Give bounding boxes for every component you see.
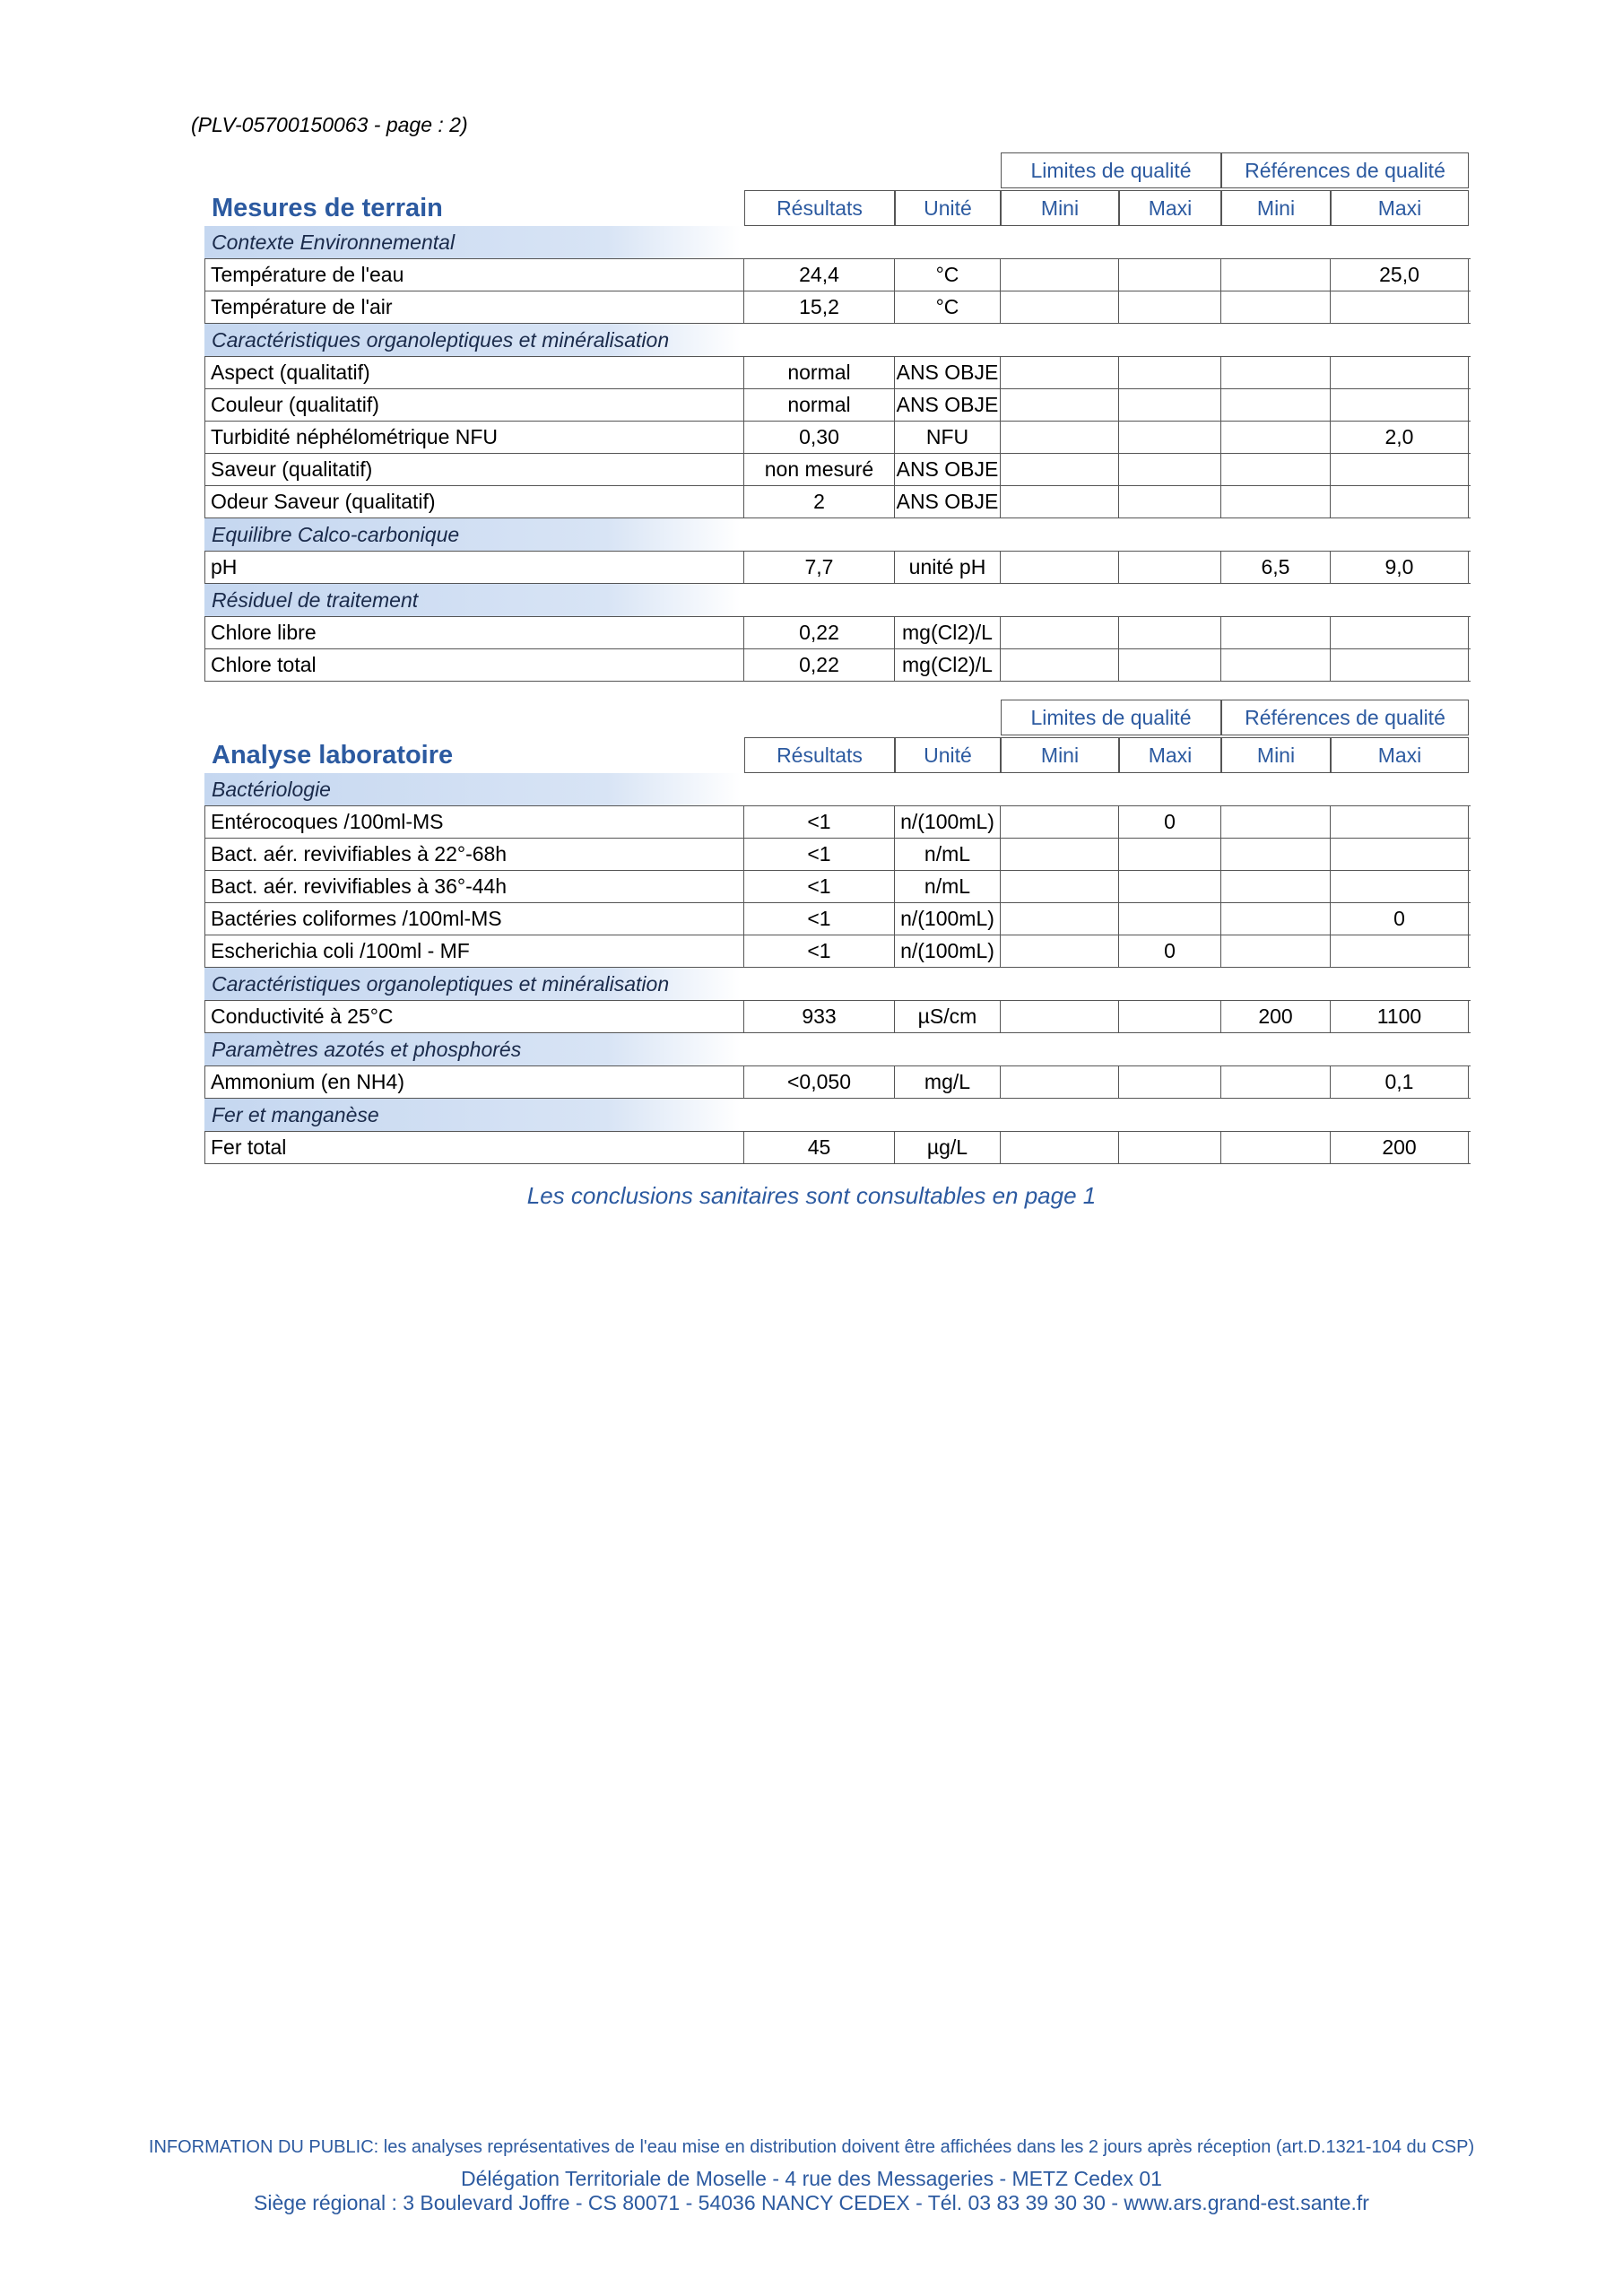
section-analyse-laboratoire [204,700,1471,1164]
table-row: Température de l'air 15,2 °C [204,291,1471,324]
unite-header: Unité [895,737,1001,773]
data-group [204,616,1471,682]
group-header: Caractéristiques organoleptiques et minéralisation [204,968,1471,1000]
table-row: Aspect (qualitatif) normal ANS OBJE [204,357,1471,389]
table-row: Escherichia coli /100ml - MF <1 n/(100mL) 0 [204,935,1471,968]
group-header: Fer et manganèse [204,1099,1471,1131]
group-header: Equilibre Calco-carbonique [204,518,1471,551]
limites-qualite-header: Limites de qualité [1001,700,1221,735]
regional-office-address: Siège régional : 3 Boulevard Joffre - CS 80071 - 54036 NANCY CEDEX - Tél. 03 83 39 30 30 - www.ars.grand-est.sante.fr [254,2191,1369,2214]
reference-mini-header: Mini [1221,737,1331,773]
group-header: Bactériologie [204,773,1471,805]
data-group [204,1131,1471,1164]
delegation-address: Délégation Territoriale de Moselle - 4 rue des Messageries - METZ Cedex 01 [461,2167,1162,2190]
group-header: Caractéristiques organoleptiques et minéralisation [204,324,1471,356]
conclusion-note: Les conclusions sanitaires sont consultables en page 1 [526,1182,1097,1209]
reference-mini-header: Mini [1221,190,1331,226]
table-row: pH 7,7 unité pH 6,5 9,0 [204,552,1471,584]
limites-qualite-header: Limites de qualité [1001,152,1221,188]
limite-maxi-header: Maxi [1119,190,1221,226]
limite-mini-header: Mini [1001,737,1119,773]
data-group [204,356,1471,518]
table-row: Fer total 45 µg/L 200 [204,1132,1471,1164]
reference-maxi-header: Maxi [1331,737,1469,773]
section-mesures-terrain [204,152,1471,682]
public-information-notice: INFORMATION DU PUBLIC: les analyses représentatives de l'eau mise en distribution doivent être affichées dans les 2 jours après réception (art.D.1321-104 du CSP) [148,2137,1475,2157]
data-group [204,258,1471,324]
report-reference: (PLV-05700150063 - page : 2) [191,113,468,136]
references-qualite-header: Références de qualité [1221,700,1469,735]
table-row: Conductivité à 25°C 933 µS/cm 200 1100 [204,1001,1471,1033]
reference-maxi-header: Maxi [1331,190,1469,226]
table-row: Chlore libre 0,22 mg(Cl2)/L [204,617,1471,649]
section-title: Mesures de terrain [212,194,443,222]
table-row: Turbidité néphélométrique NFU 0,30 NFU 2,0 [204,422,1471,454]
group-header: Résiduel de traitement [204,584,1471,616]
unite-header: Unité [895,190,1001,226]
data-group [204,805,1471,968]
group-header: Contexte Environnemental [204,226,1471,258]
resultats-header: Résultats [744,190,895,226]
table-row: Ammonium (en NH4) <0,050 mg/L 0,1 [204,1066,1471,1099]
data-group [204,1000,1471,1033]
references-qualite-header: Références de qualité [1221,152,1469,188]
table-row: Couleur (qualitatif) normal ANS OBJE [204,389,1471,422]
table-row: Bact. aér. revivifiables à 22°-68h <1 n/mL [204,839,1471,871]
column-header-row [204,700,1471,773]
resultats-header: Résultats [744,737,895,773]
table-row: Bact. aér. revivifiables à 36°-44h <1 n/mL [204,871,1471,903]
column-header-row [204,152,1471,226]
table-row: Température de l'eau 24,4 °C 25,0 [204,259,1471,291]
limite-maxi-header: Maxi [1119,737,1221,773]
limite-mini-header: Mini [1001,190,1119,226]
table-row: Odeur Saveur (qualitatif) 2 ANS OBJE [204,486,1471,518]
data-group [204,1065,1471,1099]
table-row: Bactéries coliformes /100ml-MS <1 n/(100mL) 0 [204,903,1471,935]
table-row: Entérocoques /100ml-MS <1 n/(100mL) 0 [204,806,1471,839]
group-header: Paramètres azotés et phosphorés [204,1033,1471,1065]
section-title: Analyse laboratoire [212,741,454,770]
table-row: Saveur (qualitatif) non mesuré ANS OBJE [204,454,1471,486]
data-group [204,551,1471,584]
table-row: Chlore total 0,22 mg(Cl2)/L [204,649,1471,682]
